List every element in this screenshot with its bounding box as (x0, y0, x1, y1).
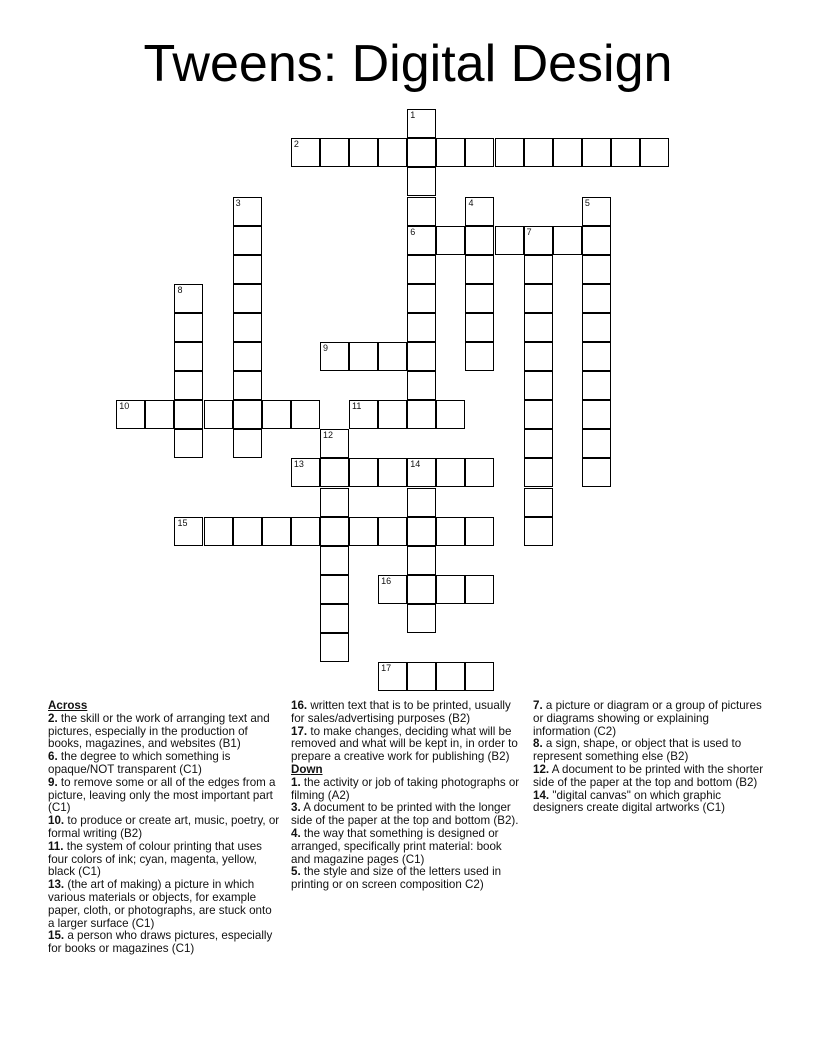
clue-number: 11. (48, 839, 64, 853)
grid-cell[interactable] (436, 226, 465, 255)
cell-number: 6 (410, 226, 416, 237)
grid-cell[interactable] (436, 575, 465, 604)
clue-text: to remove some or all of the edges from a picture, leaving only the most important part (C1) (48, 775, 276, 815)
grid-cell[interactable] (465, 138, 494, 167)
clue-down-4 (291, 828, 523, 866)
grid-cell[interactable] (233, 371, 262, 400)
grid-cell[interactable] (233, 429, 262, 458)
cell-number: 14 (410, 459, 421, 470)
clue-text: the skill or the work of arranging text and pictures, especially in the production of books, magazines, and websites (B1) (48, 711, 270, 751)
grid-cell[interactable] (407, 488, 436, 517)
grid-cell[interactable] (378, 662, 407, 691)
clue-down-1 (291, 777, 523, 803)
grid-cell[interactable] (465, 226, 494, 255)
grid-cell[interactable] (436, 138, 465, 167)
clue-across-15 (48, 930, 280, 956)
grid-cell[interactable] (291, 458, 320, 487)
grid-cell[interactable] (436, 400, 465, 429)
grid-cell[interactable] (465, 458, 494, 487)
grid-cell[interactable] (407, 458, 436, 487)
grid-cell[interactable] (174, 284, 203, 313)
grid-cell[interactable] (233, 255, 262, 284)
clue-text: the activity or job of taking photographs or filming (A2) (291, 775, 520, 802)
grid-cell[interactable] (495, 226, 524, 255)
grid-cell[interactable] (407, 138, 436, 167)
clue-down-14 (533, 790, 765, 816)
clue-number: 2. (48, 711, 58, 725)
grid-cell[interactable] (174, 429, 203, 458)
grid-cell[interactable] (291, 517, 320, 546)
grid-cell[interactable] (407, 662, 436, 691)
grid-cell[interactable] (349, 517, 378, 546)
cell-number: 8 (177, 284, 183, 295)
cell-number: 15 (177, 517, 188, 528)
clue-across-6 (48, 751, 280, 777)
grid-cell[interactable] (407, 109, 436, 138)
grid-cell[interactable] (320, 517, 349, 546)
clue-down-7 (533, 700, 765, 738)
across-heading: Across (48, 699, 88, 712)
grid-cell[interactable] (524, 488, 553, 517)
grid-cell[interactable] (407, 226, 436, 255)
grid-cell[interactable] (524, 429, 553, 458)
grid-cell[interactable] (524, 313, 553, 342)
grid-cell[interactable] (465, 575, 494, 604)
grid-cell[interactable] (582, 313, 611, 342)
clue-text: A document to be printed with the longer side of the paper at the top and bottom (B2). (291, 801, 519, 828)
clue-text: the style and size of the letters used in printing or on screen composition C2) (291, 865, 502, 892)
grid-cell[interactable] (553, 138, 582, 167)
grid-cell[interactable] (524, 284, 553, 313)
clue-text: (the art of making) a picture in which various materials or objects, for example paper, cloth, or photographs, are stuck onto a larger surface (C1) (48, 878, 272, 930)
grid-cell[interactable] (407, 371, 436, 400)
clue-column-1 (48, 700, 280, 956)
clue-across-9 (48, 777, 280, 815)
clue-text: the degree to which something is opaque/NOT transparent (C1) (48, 750, 231, 776)
grid-cell[interactable] (465, 197, 494, 226)
clue-number: 16. (291, 699, 308, 712)
clue-number: 13. (48, 878, 65, 892)
grid-cell[interactable] (582, 255, 611, 284)
grid-cell[interactable] (320, 604, 349, 633)
clue-across-10 (48, 815, 280, 841)
clue-number: 14. (533, 788, 550, 802)
cell-number: 5 (584, 197, 590, 208)
grid-cell[interactable] (582, 197, 611, 226)
grid-cell[interactable] (524, 342, 553, 371)
clue-text: a picture or diagram or a group of pictures or diagrams showing or explaining information (C2) (533, 699, 762, 738)
grid-cell[interactable] (582, 138, 611, 167)
grid-cell[interactable] (233, 284, 262, 313)
grid-cell[interactable] (233, 342, 262, 371)
clue-number: 8. (533, 737, 543, 751)
grid-cell[interactable] (436, 517, 465, 546)
grid-cell[interactable] (378, 400, 407, 429)
down-heading: Down (291, 762, 323, 776)
grid-cell[interactable] (233, 400, 262, 429)
clue-number: 5. (291, 865, 301, 879)
grid-cell[interactable] (378, 342, 407, 371)
clue-text: to produce or create art, music, poetry, or formal writing (B2) (48, 814, 280, 840)
grid-cell[interactable] (349, 400, 378, 429)
clue-down-8 (533, 738, 765, 764)
grid-cell[interactable] (116, 400, 145, 429)
cell-number: 17 (381, 663, 392, 674)
grid-cell[interactable] (407, 604, 436, 633)
grid-cell[interactable] (407, 575, 436, 604)
clue-across-17 (291, 726, 523, 764)
cell-number: 16 (381, 575, 392, 586)
clue-column-2 (291, 700, 523, 892)
grid-cell[interactable] (233, 197, 262, 226)
cell-number: 7 (526, 226, 532, 237)
cell-number: 3 (235, 197, 241, 208)
grid-cell[interactable] (174, 313, 203, 342)
grid-cell[interactable] (582, 342, 611, 371)
grid-cell[interactable] (378, 575, 407, 604)
grid-cell[interactable] (233, 313, 262, 342)
grid-cell[interactable] (524, 400, 553, 429)
grid-cell[interactable] (407, 313, 436, 342)
grid-cell[interactable] (436, 458, 465, 487)
grid-cell[interactable] (320, 138, 349, 167)
cell-number: 2 (293, 139, 299, 150)
grid-cell[interactable] (320, 488, 349, 517)
clue-number: 4. (291, 826, 301, 840)
clue-number: 1. (291, 775, 301, 789)
grid-cell[interactable] (174, 371, 203, 400)
clue-number: 17. (291, 724, 308, 738)
grid-cell[interactable] (320, 546, 349, 575)
cell-number: 1 (410, 110, 416, 121)
grid-cell[interactable] (465, 517, 494, 546)
clue-number: 3. (291, 801, 301, 815)
grid-cell[interactable] (291, 138, 320, 167)
grid-cell[interactable] (233, 517, 262, 546)
page-title: Tweens: Digital Design (143, 35, 673, 93)
grid-cell[interactable] (320, 633, 349, 662)
clue-number: 7. (533, 699, 543, 712)
clue-down-12 (533, 764, 765, 790)
grid-cell[interactable] (349, 342, 378, 371)
cell-number: 10 (119, 401, 130, 412)
grid-cell[interactable] (436, 662, 465, 691)
grid-cell[interactable] (407, 255, 436, 284)
grid-cell[interactable] (465, 284, 494, 313)
clue-number: 6. (48, 750, 58, 764)
grid-cell[interactable] (320, 429, 349, 458)
grid-cell[interactable] (495, 138, 524, 167)
grid-cell[interactable] (582, 226, 611, 255)
grid-cell[interactable] (407, 197, 436, 226)
grid-cell[interactable] (378, 517, 407, 546)
clue-down-3 (291, 802, 523, 828)
grid-cell[interactable] (204, 517, 233, 546)
grid-cell[interactable] (640, 138, 669, 167)
grid-cell[interactable] (174, 517, 203, 546)
clue-text: a person who draws pictures, especially for books or magazines (C1) (48, 929, 273, 956)
grid-cell[interactable] (320, 575, 349, 604)
clue-across-11 (48, 841, 280, 879)
grid-cell[interactable] (174, 342, 203, 371)
clue-number: 12. (533, 762, 550, 776)
grid-cell[interactable] (407, 546, 436, 575)
grid-cell[interactable] (582, 371, 611, 400)
clue-across-13 (48, 879, 280, 930)
grid-cell[interactable] (524, 371, 553, 400)
grid-cell[interactable] (524, 458, 553, 487)
grid-cell[interactable] (407, 167, 436, 196)
grid-cell[interactable] (524, 255, 553, 284)
grid-cell[interactable] (378, 458, 407, 487)
clue-column-3 (533, 700, 765, 815)
grid-cell[interactable] (465, 662, 494, 691)
grid-cell[interactable] (582, 400, 611, 429)
clue-down-5 (291, 866, 523, 892)
grid-cell[interactable] (465, 342, 494, 371)
grid-cell[interactable] (407, 342, 436, 371)
clue-number: 9. (48, 775, 58, 789)
grid-cell[interactable] (349, 138, 378, 167)
grid-cell[interactable] (204, 400, 233, 429)
grid-cell[interactable] (524, 138, 553, 167)
grid-cell[interactable] (378, 138, 407, 167)
grid-cell[interactable] (465, 313, 494, 342)
grid-cell[interactable] (582, 429, 611, 458)
clue-number: 15. (48, 929, 65, 943)
clue-text: the way that something is designed or arranged, specifically print material: book and magazine pages (C1) (291, 826, 502, 866)
grid-cell[interactable] (407, 517, 436, 546)
clue-text: a sign, shape, or object that is used to represent something else (B2) (533, 737, 742, 764)
grid-cell[interactable] (291, 400, 320, 429)
grid-cell[interactable] (582, 458, 611, 487)
clue-text: "digital canvas" on which graphic designers create digital artworks (C1) (533, 788, 726, 815)
cell-number: 4 (468, 197, 474, 208)
grid-cell[interactable] (611, 138, 640, 167)
grid-cell[interactable] (524, 517, 553, 546)
grid-cell[interactable] (320, 342, 349, 371)
clue-across-16 (291, 700, 523, 726)
grid-cell[interactable] (262, 400, 291, 429)
grid-cell[interactable] (465, 255, 494, 284)
cell-number: 13 (293, 459, 304, 470)
clue-text: A document to be printed with the shorter side of the paper at the top and bottom (B2) (533, 762, 764, 789)
cell-number: 12 (322, 430, 333, 441)
clue-text: the system of colour printing that uses four colors of ink; cyan, magenta, yellow, black (C1) (48, 839, 262, 879)
clue-text: written text that is to be printed, usually for sales/advertising purposes (B2) (291, 699, 511, 725)
grid-cell[interactable] (145, 400, 174, 429)
grid-cell[interactable] (174, 400, 203, 429)
grid-cell[interactable] (407, 400, 436, 429)
grid-cell[interactable] (320, 458, 349, 487)
grid-cell[interactable] (524, 226, 553, 255)
clue-across-2 (48, 713, 280, 751)
grid-cell[interactable] (233, 226, 262, 255)
cell-number: 9 (322, 343, 328, 354)
grid-cell[interactable] (407, 284, 436, 313)
grid-cell[interactable] (349, 458, 378, 487)
cell-number: 11 (352, 401, 362, 412)
clue-number: 10. (48, 814, 65, 828)
clue-text: to make changes, deciding what will be removed and what will be kept in, in order to prepare a creative work for publishing (B2) (291, 724, 518, 764)
grid-cell[interactable] (262, 517, 291, 546)
grid-cell[interactable] (553, 226, 582, 255)
grid-cell[interactable] (582, 284, 611, 313)
